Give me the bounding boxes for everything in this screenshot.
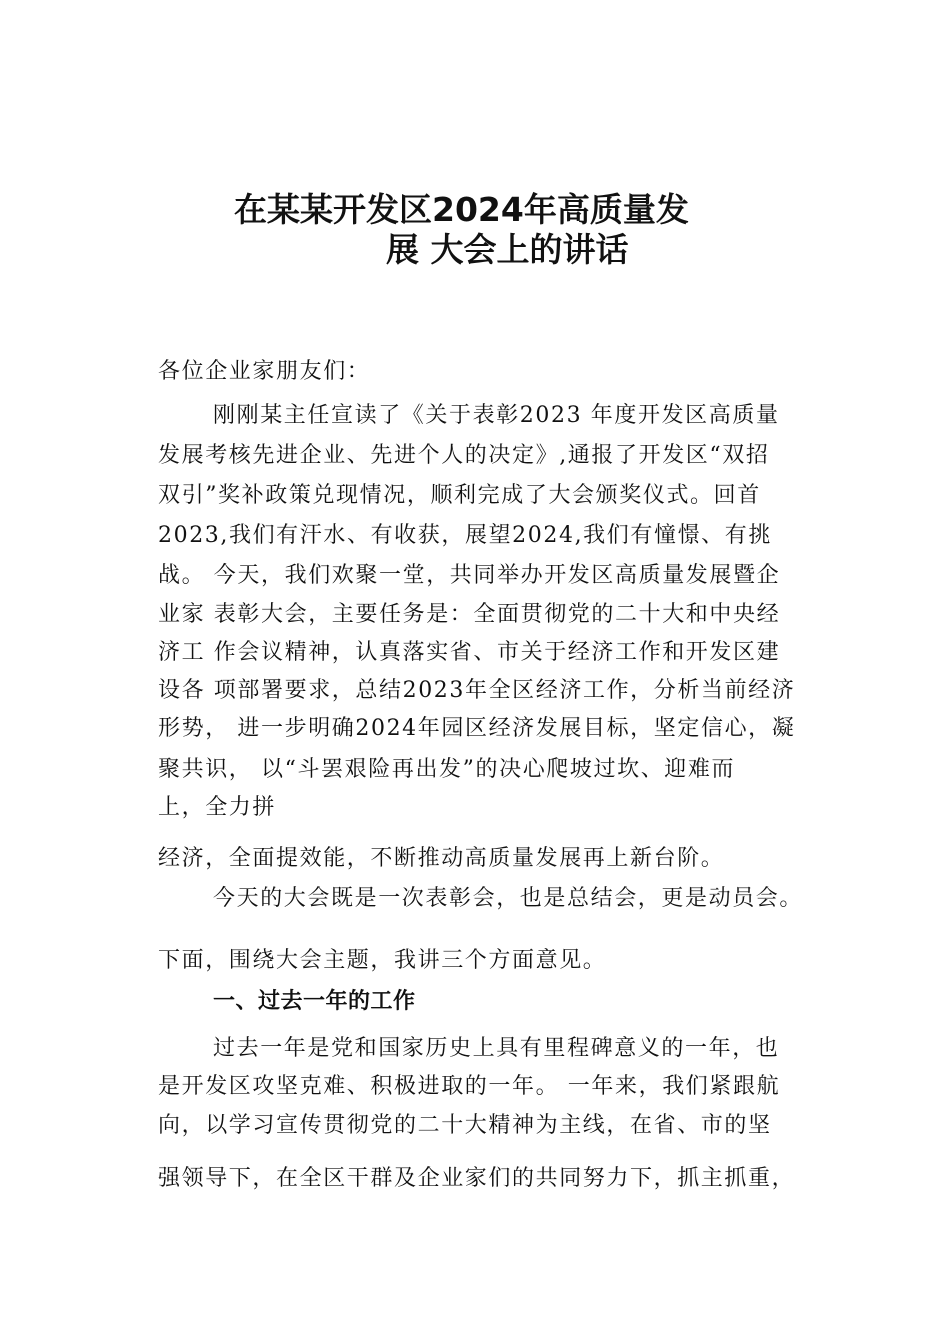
greeting: 各位企业家朋友们： (158, 359, 371, 384)
paragraph-1-line: 聚共识， 以“斗罢艰险再出发”的决心爬坡过坎、迎难而 (158, 757, 736, 782)
paragraph-1-line: 济工 作会议精神，认真落实省、市关于经济工作和开发区建 (158, 640, 781, 665)
paragraph-1-line: 业家 表彰大会，主要任务是：全面贯彻党的二十大和中央经 (158, 602, 781, 627)
paragraph-1-line: 战。 今天，我们欢聚一堂，共同举办开发区高质量发展暨企 (158, 563, 781, 588)
section-1-heading: 一、过去一年的工作 (213, 989, 416, 1014)
paragraph-2: 今天的大会既是一次表彰会，也是总结会，更是动员会。 (213, 886, 804, 911)
paragraph-1-continued: 经济，全面提效能，不断推动高质量发展再上新台阶。 (158, 846, 725, 871)
paragraph-4-line: 向，以学习宣传贯彻党的二十大精神为主线，在省、市的坚 (158, 1113, 772, 1138)
paragraph-3: 下面，围绕大会主题，我讲三个方面意见。 (158, 948, 607, 973)
paragraph-1-line: 形势， 进一步明确2024年园区经济发展目标，坚定信心，凝 (158, 716, 796, 741)
paragraph-1-line: 双引”奖补政策兑现情况，顺利完成了大会颁奖仪式。回首 (158, 483, 761, 508)
document-title-line-2: 展 大会上的讲话 (386, 230, 629, 269)
paragraph-1-line: 2023,我们有汗水、有收获，展望2024,我们有憧憬、有挑 (158, 523, 772, 548)
paragraph-1-line: 发展考核先进企业、先进个人的决定》,通报了开发区“双招 (158, 443, 770, 468)
paragraph-1-line: 上，全力拼 (158, 795, 277, 820)
paragraph-4-line: 强领导下，在全区干群及企业家们的共同努力下，抓主抓重， (158, 1166, 796, 1191)
paragraph-1-line: 设各 项部署要求，总结2023年全区经济工作，分析当前经济 (158, 678, 796, 703)
paragraph-4-line: 过去一年是党和国家历史上具有里程碑意义的一年，也 (213, 1036, 780, 1061)
paragraph-1-line: 刚刚某主任宣读了《关于表彰2023 年度开发区高质量 (213, 403, 780, 428)
paragraph-4-line: 是开发区攻坚克难、积极进取的一年。 一年来，我们紧跟航 (158, 1074, 781, 1099)
document-title-line-1: 在某某开发区2024年高质量发 (234, 190, 689, 229)
